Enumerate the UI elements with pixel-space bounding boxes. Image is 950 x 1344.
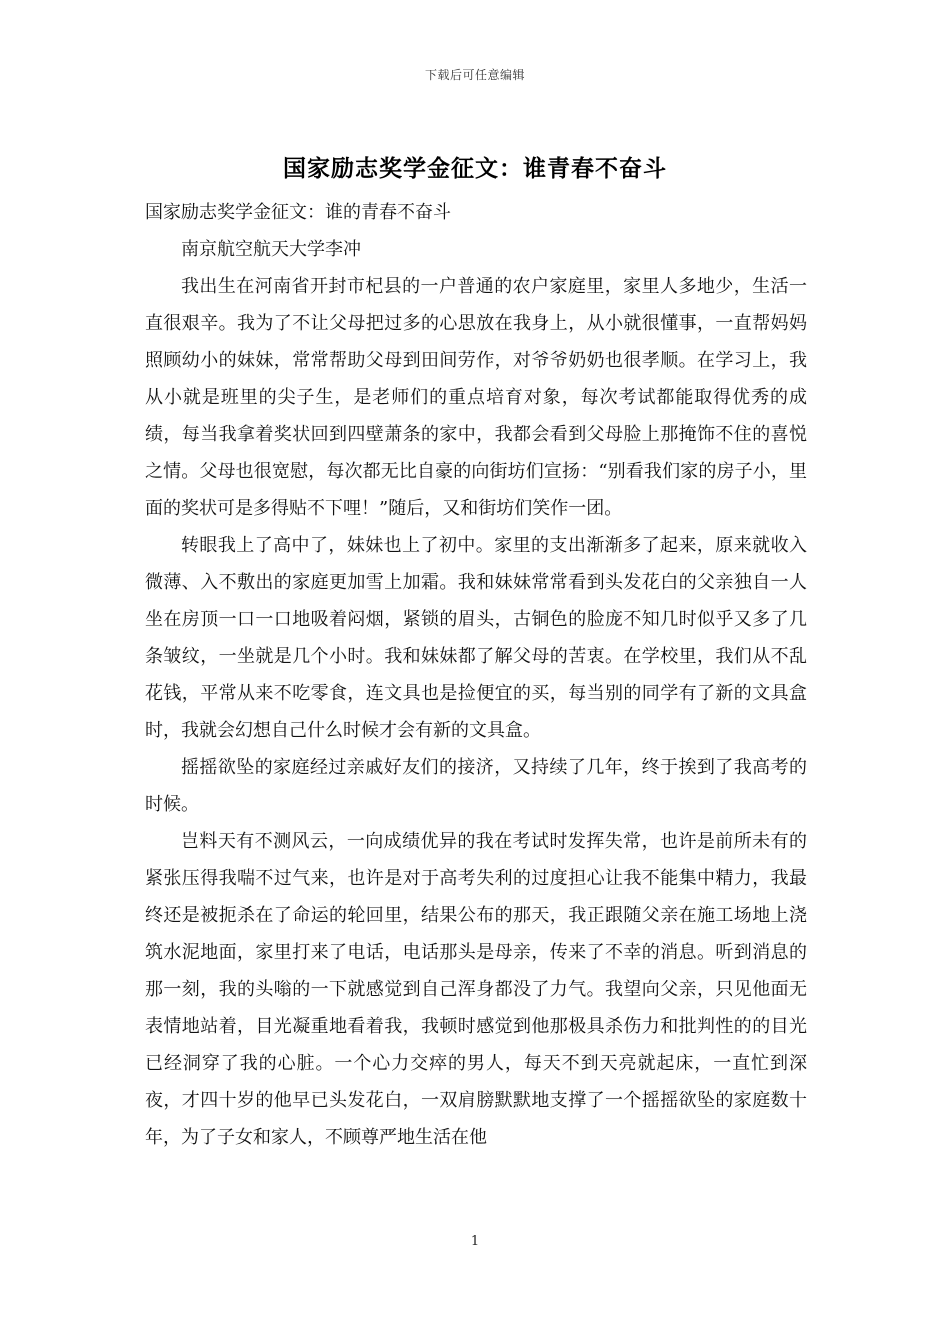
- header-note: 下载后可任意编辑: [424, 68, 525, 82]
- paragraph: 岂料天有不测风云，一向成绩优异的我在考试时发挥失常，也许是前所未有的紧张压得我喘不过气来，也许是对于高考失利的过度担心让我不能集中精力，我最终还是被扼杀在了命运的轮回里，结果公布的那天，我正跟随父亲在施工场地上浇筑水泥地面，家里打来了电话，电话那头是母亲，传来了不幸的消息。听到消息的那一刻，我的头嗡的一下就感觉到自己浑身都没了力气。我望向父亲，只见他面无表情地站着，目光凝重地看着我，我顿时感觉到他那极具杀伤力和批判性的的目光已经洞穿了我的心脏。一个心力交瘁的男人，每天不到天亮就起床，一直忙到深夜，才四十岁的他早已头发花白，一双肩膀默默地支撑了一个摇摇欲坠的家庭数十年，为了子女和家人，不顾尊严地生活在他: [145, 831, 807, 1148]
- page-number: 1: [470, 1234, 480, 1249]
- paragraph: 转眼我上了高中了，妹妹也上了初中。家里的支出渐渐多了起来，原来就收入微薄、入不敷出的家庭更加雪上加霜。我和妹妹常常看到头发花白的父亲独自一人坐在房顶一口一口地吸着闷烟，紧锁的眉头，古铜色的脸庞不知几时似乎又多了几条皱纹，一坐就是几个小时。我和妹妹都了解父母的苦衷。在学校里，我们从不乱花钱，平常从来不吃零食，连文具也是捡便宜的买，每当别的同学有了新的文具盒时，我就会幻想自己什么时候才会有新的文具盒。: [145, 535, 807, 741]
- paragraph: 我出生在河南省开封市杞县的一户普通的农户家庭里，家里人多地少，生活一直很艰辛。我为了不让父母把过多的心思放在我身上，从小就很懂事，一直帮妈妈照顾幼小的妹妹，常常帮助父母到田间劳作，对爷爷奶奶也很孝顺。在学习上，我从小就是班里的尖子生，是老师们的重点培育对象，每次考试都能取得优秀的成绩，每当我拿着奖状回到四壁萧条的家中，我都会看到父母脸上那掩饰不住的喜悦之情。父母也很宽慰，每次都无比自豪的向街坊们宣扬：“别看我们家的房子小，里面的奖状可是多得贴不下哩！”随后，又和街坊们笑作一团。: [145, 276, 807, 519]
- document-body: [145, 194, 807, 1156]
- author-line: 南京航空航天大学李冲: [181, 239, 361, 260]
- page-title: 国家励志奖学金征文：谁青春不奋斗: [283, 155, 667, 182]
- paragraph: 摇摇欲坠的家庭经过亲戚好友们的接济，又持续了几年，终于挨到了我高考的时候。: [145, 757, 807, 815]
- subtitle: 国家励志奖学金征文：谁的青春不奋斗: [145, 202, 451, 223]
